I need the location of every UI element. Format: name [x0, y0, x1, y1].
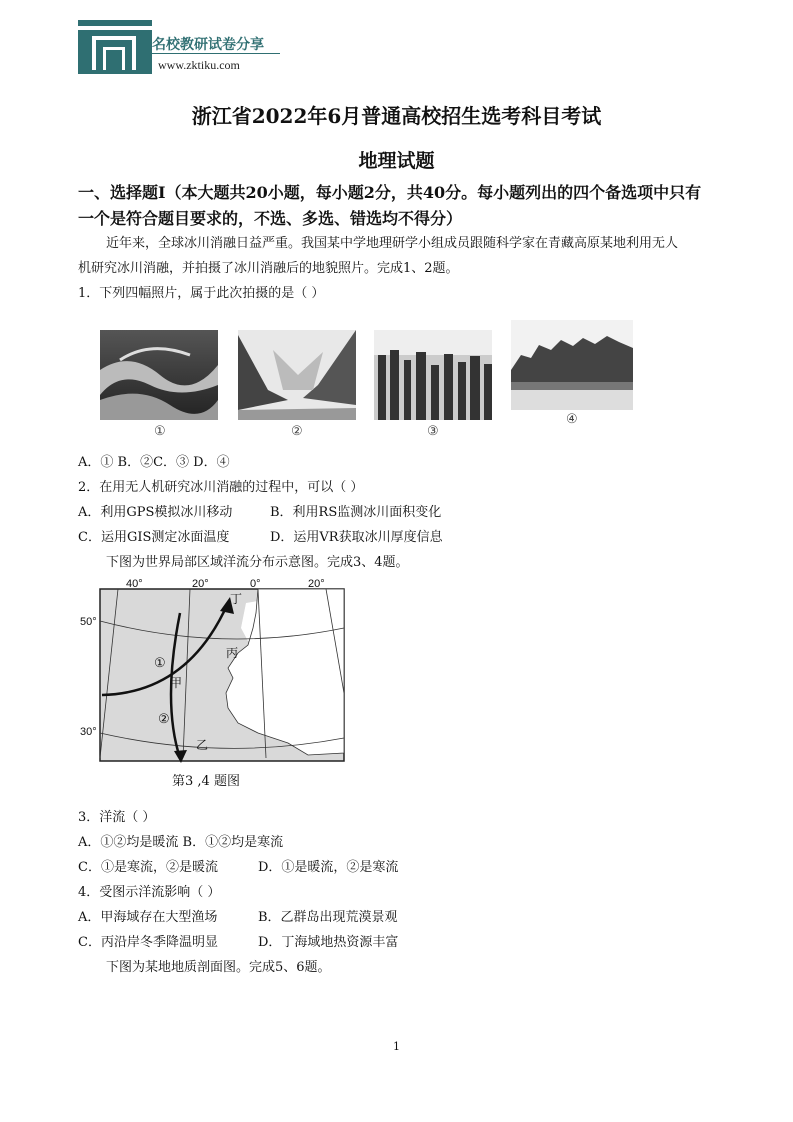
q3-option-d: D．①是暖流，②是寒流: [258, 860, 399, 875]
current-label-1: ①: [154, 656, 166, 671]
lat-label-30: 30°: [80, 726, 97, 738]
logo-url: www.zktiku.com: [158, 58, 240, 72]
logo-text: 名校教研试卷分享: [152, 37, 264, 53]
q2-option-b: B．利用RS监测冰川面积变化: [270, 505, 442, 520]
q4-option-a: A．甲海域存在大型渔场: [78, 910, 218, 925]
photo-2-valley: [238, 330, 356, 420]
q4-option-b: B．乙群岛出现荒漠景观: [258, 910, 398, 925]
q2-option-a: A．利用GPS模拟冰川移动: [78, 505, 233, 520]
subject-title: 地理试题: [358, 150, 435, 172]
q1-options: A．① B．②C．③ D．④: [78, 455, 230, 470]
page-number: 1: [393, 1040, 400, 1053]
photo-1-dunes: [100, 330, 218, 420]
intro-1-2-line1: 近年来，全球冰川消融日益严重。我国某中学地理研学小组成员跟随科学家在青藏高原某地利用无人: [106, 236, 679, 251]
exam-title: 浙江省2022年6月普通高校招生选考科目考试: [191, 104, 602, 128]
photo-4-yardang: [511, 320, 633, 410]
q4-option-d: D．丁海域地热资源丰富: [258, 935, 399, 950]
q4-stem: 4．受图示洋流影响（ ）: [78, 885, 221, 900]
lon-label-20e: 20°: [308, 578, 325, 590]
q2-option-c: C．运用GIS测定冰面温度: [78, 530, 230, 545]
logo-mark: [78, 20, 152, 74]
photo-2-label: ②: [291, 424, 303, 439]
lon-label-20w: 20°: [192, 578, 209, 590]
current-label-2: ②: [158, 712, 170, 727]
logo-divider: [152, 53, 280, 54]
q4-option-c: C．丙沿岸冬季降温明显: [78, 935, 218, 950]
photo-3-pinnacles: [374, 330, 492, 420]
photo-1-label: ①: [154, 424, 166, 439]
section-heading-line2: 一个是符合题目要求的，不选、多选、错选均不得分）: [78, 209, 463, 228]
q3-option-c: C．①是寒流，②是暖流: [78, 860, 218, 875]
section-heading-line1: 一、选择题Ⅰ（本大题共20小题，每小题2分，共40分。每小题列出的四个备选项中只有: [78, 183, 702, 202]
q2-option-d: D．运用VR获取冰川厚度信息: [270, 530, 443, 545]
intro-1-2-line2: 机研究冰川消融，并拍摄了冰川消融后的地貌照片。完成1、2题。: [78, 261, 459, 276]
map-caption: 第3 ,4 题图: [172, 774, 240, 789]
place-label-bing: 丙: [226, 646, 239, 660]
intro-5-6: 下图为某地地质剖面图。完成5、6题。: [106, 960, 331, 975]
lat-label-50: 50°: [80, 616, 97, 628]
q1-stem: 1．下列四幅照片，属于此次拍摄的是（ ）: [78, 286, 325, 301]
lon-label-40: 40°: [126, 578, 143, 590]
place-label-yi: 乙: [196, 738, 209, 752]
ocean-current-map: [80, 578, 346, 763]
photo-4-label: ④: [566, 412, 578, 427]
q3-options-ab: A．①②均是暖流 B．①②均是寒流: [78, 835, 284, 850]
place-label-jia: 甲: [170, 676, 183, 690]
photo-3-label: ③: [427, 424, 439, 439]
q3-stem: 3．洋流（ ）: [78, 810, 156, 825]
place-label-ding: 丁: [230, 592, 243, 606]
q2-stem: 2．在用无人机研究冰川消融的过程中，可以（ ）: [78, 480, 364, 495]
intro-3-4: 下图为世界局部区域洋流分布示意图。完成3、4题。: [106, 555, 409, 570]
lon-label-0: 0°: [250, 578, 261, 590]
